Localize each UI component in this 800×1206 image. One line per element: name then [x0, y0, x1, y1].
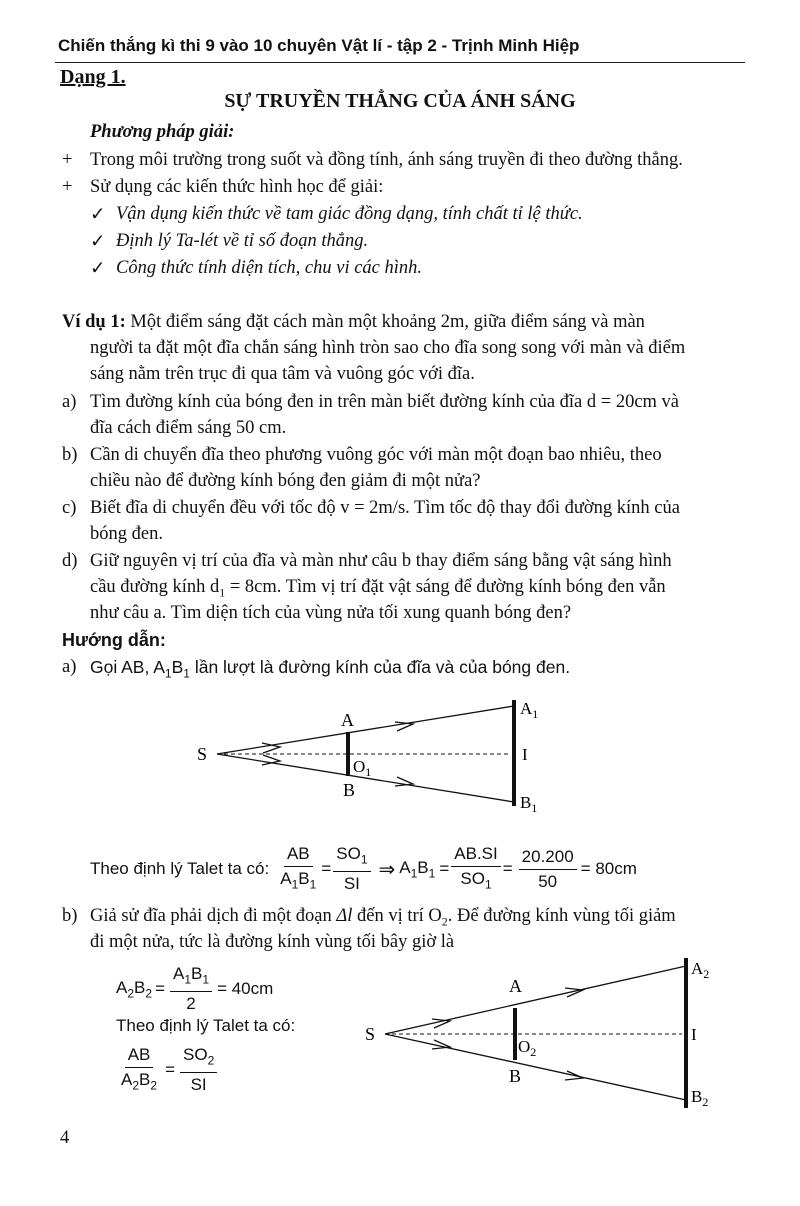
symbol: A — [116, 978, 128, 997]
symbol: SO — [460, 869, 485, 888]
subscript: 1 — [365, 765, 372, 779]
point-s-label: S — [197, 744, 208, 764]
equals-sign: = — [502, 859, 513, 879]
symbol: B — [417, 858, 429, 877]
equals-sign: = — [165, 1060, 175, 1080]
item-marker: b) — [62, 906, 78, 926]
denominator — [277, 867, 319, 895]
question-d-line-2 — [90, 577, 666, 601]
question-d-line-3: như câu a. Tìm diện tích của vùng nửa tối xung quanh bóng đen? — [90, 603, 572, 623]
method-bullet-1: Trong môi trường trong suốt và đồng tính, ánh sáng truyền đi theo đường thẳng. — [90, 150, 683, 170]
guide-heading: Hướng dẫn: — [62, 630, 166, 650]
denominator: 2 — [186, 994, 196, 1014]
point-a1-label — [520, 699, 538, 721]
plus-marker: + — [62, 150, 73, 170]
guide-a-text: B — [171, 657, 184, 677]
subscript: 1 — [428, 866, 436, 881]
running-header: Chiến thắng kì thi 9 vào 10 chuyên Vật lí - tập 2 - Trịnh Minh Hiệp — [58, 36, 580, 55]
guide-b-text: đến vị trí O — [352, 906, 442, 926]
symbol: SO — [336, 844, 361, 863]
subscript: 1 — [410, 866, 418, 881]
result: = 80cm — [580, 859, 637, 879]
subscript: 2 — [441, 914, 448, 929]
guide-a-text: Gọi AB, A — [90, 657, 165, 677]
denominator — [457, 867, 494, 895]
example-line-1 — [62, 312, 645, 333]
subscript: 2 — [145, 986, 153, 1001]
symbol: B — [191, 964, 203, 983]
subscript: 1 — [531, 801, 538, 815]
guide-b-line-1 — [90, 906, 676, 930]
symbol: A — [173, 964, 185, 983]
subscript: 2 — [702, 1095, 709, 1109]
subscript: 1 — [360, 852, 368, 867]
subscript: 2 — [127, 986, 135, 1001]
fraction — [451, 843, 500, 895]
subscript: 1 — [183, 666, 190, 681]
fraction — [277, 843, 319, 895]
question-b-line-1: Cần di chuyển đĩa theo phương vuông góc với màn một đoạn bao nhiêu, theo — [90, 445, 662, 465]
question-c-line-1: Biết đĩa di chuyển đều với tốc độ v = 2m/s. Tìm tốc độ thay đổi đường kính của — [90, 498, 680, 518]
subscript: 2 — [132, 1078, 140, 1093]
label-main: O — [353, 757, 366, 776]
upper-ray — [217, 706, 514, 754]
subscript: 2 — [207, 1053, 215, 1068]
question-b-line-2: chiều nào để đường kính bóng đen giảm đi một nửa? — [90, 471, 481, 491]
talet-label-2: Theo định lý Talet ta có: — [116, 1016, 296, 1035]
header-rule — [55, 62, 745, 63]
subscript: 2 — [703, 967, 710, 981]
point-s-label: S — [365, 1024, 376, 1044]
delta-l: Δl — [336, 906, 353, 926]
guide-b-text: Giả sử đĩa phải dịch đi một đoạn — [90, 906, 337, 926]
point-a-label: A — [341, 710, 354, 730]
question-d-text: = 8cm. Tìm vị trí đặt vật sáng để đường kính bóng đen vẫn — [225, 577, 666, 597]
label-main: A — [520, 699, 533, 718]
example-line-2: người ta đặt một đĩa chắn sáng hình tròn sao cho đĩa song song với màn và điểm — [90, 338, 686, 358]
numerator: AB — [125, 1044, 154, 1068]
point-i-label: I — [691, 1025, 697, 1044]
question-d-line-1: Giữ nguyên vị trí của đĩa và màn như câu b thay điểm sáng bằng vật sáng hình — [90, 551, 672, 571]
check-icon: ✓ — [90, 232, 106, 252]
denominator: 50 — [538, 871, 558, 891]
guide-b-text: . Để đường kính vùng tối giảm — [447, 906, 676, 926]
numerator: 20.200 — [519, 846, 577, 870]
point-a-label: A — [509, 976, 522, 996]
method-bullet-2: Sử dụng các kiến thức hình học để giải: — [90, 177, 384, 197]
fraction — [333, 843, 370, 895]
symbol: SO — [183, 1045, 208, 1064]
talet-label: Theo định lý Talet ta có: — [90, 859, 270, 879]
equals-sign: = — [155, 979, 165, 999]
point-o-label — [353, 757, 371, 779]
question-a-line-1: Tìm đường kính của bóng đen in trên màn biết đường kính của đĩa d = 20cm và — [90, 392, 680, 412]
point-b2-label — [691, 1087, 708, 1109]
symbol: B — [134, 978, 146, 997]
method-check-2: Định lý Ta-lét về tỉ số đoạn thẳng. — [116, 231, 369, 251]
symbol: A — [399, 858, 411, 877]
point-b1-label — [520, 793, 537, 815]
symbol: A — [280, 869, 292, 888]
page-number: 4 — [60, 1128, 70, 1148]
method-check-3: Công thức tính diện tích, chu vi các hình. — [116, 258, 423, 278]
subscript: 1 — [291, 877, 299, 892]
denominator: SI — [343, 874, 360, 894]
subscript: 1 — [219, 585, 226, 600]
point-b-label: B — [509, 1066, 522, 1086]
subscript: 1 — [184, 972, 192, 987]
point-b-label: B — [343, 780, 356, 800]
guide-a-line — [90, 657, 570, 681]
label-main: A — [691, 959, 704, 978]
figure-1-light-diagram — [0, 690, 800, 820]
item-marker: a) — [62, 392, 77, 412]
symbol: A — [121, 1070, 133, 1089]
implies-icon: ⇒ — [378, 858, 396, 881]
guide-a-text: lần lượt là đường kính của đĩa và của bóng đen. — [189, 657, 571, 677]
subscript: 1 — [202, 972, 210, 987]
point-a2-label — [691, 959, 709, 981]
item-marker: d) — [62, 551, 78, 571]
arrow-icon — [395, 722, 413, 731]
symbol: B — [139, 1070, 151, 1089]
arrow-icon — [432, 1019, 450, 1028]
fraction — [519, 846, 577, 893]
subscript: 1 — [484, 877, 492, 892]
numerator: AB — [284, 843, 313, 867]
a1b1-term — [399, 858, 435, 880]
lower-ray — [385, 1034, 686, 1100]
item-marker: b) — [62, 445, 78, 465]
numerator — [333, 843, 370, 872]
subscript: 2 — [530, 1045, 537, 1059]
item-marker: a) — [62, 657, 77, 677]
check-icon: ✓ — [90, 259, 106, 279]
question-c-line-2: bóng đen. — [90, 524, 163, 544]
arrow-icon — [395, 777, 413, 786]
example-text: Một điểm sáng đặt cách màn một khoảng 2m, giữa điểm sáng và màn — [130, 312, 645, 332]
section-label: Dạng 1. — [60, 66, 126, 88]
subscript: 1 — [309, 877, 317, 892]
result: = 40cm — [217, 979, 274, 999]
plus-marker: + — [62, 177, 73, 197]
subscript: 1 — [532, 707, 539, 721]
point-i-label: I — [522, 745, 528, 764]
numerator: AB.SI — [451, 843, 500, 867]
example-label: Ví dụ 1: — [62, 312, 126, 332]
method-heading: Phương pháp giải: — [90, 122, 235, 142]
denominator: SI — [190, 1075, 207, 1095]
question-a-line-2: đĩa cách điểm sáng 50 cm. — [90, 418, 287, 438]
method-check-1: Vận dụng kiến thức về tam giác đồng dạng, tính chất tỉ lệ thức. — [116, 204, 583, 224]
check-icon: ✓ — [90, 205, 106, 225]
example-line-3: sáng nằm trên trục đi qua tâm và vuông góc với đĩa. — [90, 364, 475, 384]
label-main: B — [520, 793, 532, 812]
talet-equation-1 — [90, 843, 637, 895]
upper-ray — [385, 966, 686, 1034]
figure-2-light-diagram — [0, 950, 800, 1120]
section-title: SỰ TRUYỀN THẲNG CỦA ÁNH SÁNG — [224, 90, 576, 112]
label-main: O — [518, 1037, 531, 1056]
label-main: B — [691, 1087, 703, 1106]
equals-sign: = — [439, 859, 450, 879]
equals-sign: = — [321, 859, 332, 879]
question-d-text: cầu đường kính d — [90, 577, 220, 597]
symbol: B — [298, 869, 310, 888]
guide-b-line-2: đi một nửa, tức là đường kính vùng tối bây giờ là — [90, 932, 455, 952]
subscript: 1 — [164, 666, 172, 681]
subscript: 2 — [150, 1078, 158, 1093]
point-o-label — [518, 1037, 536, 1059]
item-marker: c) — [62, 498, 77, 518]
